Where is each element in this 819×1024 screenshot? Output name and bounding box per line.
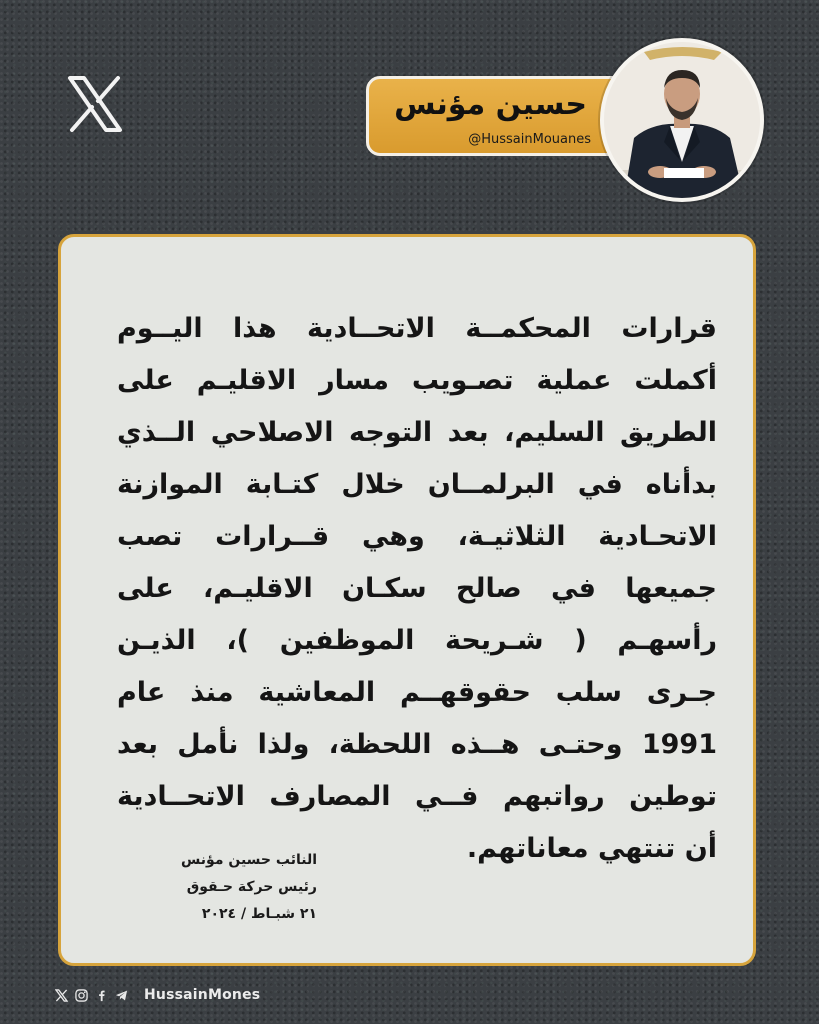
signature-role: رئيس حركة حـقوق bbox=[186, 879, 317, 895]
signature-title: النائب حسين مؤنس bbox=[181, 852, 317, 868]
social-footer bbox=[54, 984, 260, 1006]
x-logo-icon bbox=[66, 74, 124, 134]
post-line: الطريق السليم، بعد التوجه الاصلاحي الــذي bbox=[117, 417, 717, 448]
profile-photo bbox=[600, 38, 764, 202]
post-line: 1991 وحتـى هــذه اللحظة، ولذا نأمل بعد bbox=[117, 729, 717, 760]
author-handle[interactable]: @HussainMouanes bbox=[468, 132, 591, 147]
post-line: أن تنتهي معاناتهم. bbox=[466, 833, 717, 864]
avatar-illustration bbox=[604, 42, 760, 198]
post-line: قرارات المحكمــة الاتحــادية هذا اليــوم bbox=[117, 313, 717, 344]
signature-date: ٢١ شبـاط / ٢٠٢٤ bbox=[201, 906, 317, 922]
post-line: جـرى سلب حقوقهــم المعاشية منذ عام bbox=[117, 677, 717, 708]
facebook-icon[interactable] bbox=[94, 988, 108, 1002]
post-line: بدأناه في البرلمــان خلال كتـابة الموازنة bbox=[117, 469, 717, 500]
post-card bbox=[58, 234, 756, 966]
telegram-icon[interactable] bbox=[114, 988, 128, 1002]
post-line: أكملت عملية تصـويب مسار الاقليـم على bbox=[117, 365, 717, 396]
post-line: توطين رواتبهم فــي المصارف الاتحــادية bbox=[117, 781, 717, 812]
instagram-icon[interactable] bbox=[74, 988, 88, 1002]
post-line: الاتحـادية الثلاثيـة، وهي قــرارات تصب bbox=[117, 521, 717, 552]
footer-handle[interactable]: HussainMones bbox=[144, 987, 261, 1003]
author-name: حسين مؤنس bbox=[394, 87, 587, 122]
signature-block bbox=[97, 847, 317, 928]
post-line: رأسهـم ( شـريحة الموظفين )، الذيـن bbox=[117, 625, 717, 656]
post-body bbox=[117, 303, 717, 875]
x-icon[interactable] bbox=[54, 988, 68, 1002]
post-line: جميعها في صالح سكـان الاقليـم، على bbox=[117, 573, 717, 604]
